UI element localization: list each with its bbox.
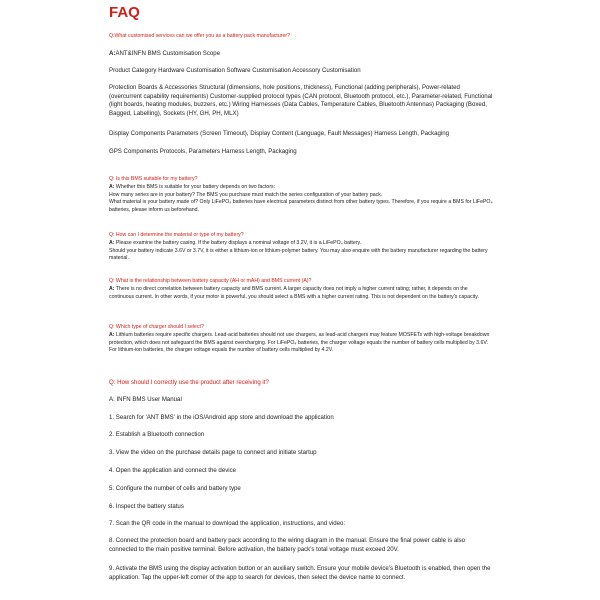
- faq6-step-3: 3. View the video on the purchase details page to connect and initiate startup: [109, 449, 317, 456]
- faq3-line-1-text: Please examine the battery casing. If the battery displays a nominal voltage of 3.2V, it is a LiFePO₄ battery.: [114, 240, 362, 246]
- faq1-question: Q:What customised services can we offer you as a battery pack manufacturer?: [109, 33, 290, 39]
- faq2-line-1-text: Whether this BMS is suitable for your battery depends on two factors:: [114, 184, 276, 190]
- faq6-question: Q: How should I correctly use the product after receiving it?: [109, 379, 269, 386]
- faq2-line-2: How many series are in your battery? The BMS you purchase must match the series configuration of your battery pack.: [109, 191, 383, 198]
- faq1-answer-title-text: ANT&INFN BMS Customisation Scope: [115, 50, 221, 57]
- faq2-question: Q: Is this BMS suitable for my battery?: [109, 176, 198, 182]
- faq6-step-6: 6. Inspect the battery status: [109, 503, 184, 510]
- faq6-step-9: 9. Activate the BMS using the display activation button or an auxiliary switch. Ensure your mobile device's Bluetooth is enabled, then open the application. Tap the upper-left corner of the app to search for devices, then select the device name to connect.: [109, 565, 491, 581]
- faq2-answer-prefix: A:: [109, 184, 115, 190]
- faq5-answer: [109, 332, 494, 355]
- faq2-line-1: [109, 184, 494, 192]
- faq5-answer-prefix: A:: [109, 332, 115, 338]
- page-title: FAQ: [109, 4, 140, 21]
- faq1-answer-prefix: A:: [109, 50, 116, 57]
- faq6-step-4: 4. Open the application and connect the device: [109, 467, 237, 474]
- faq5-question: Q: Which type of charger should I select?: [109, 324, 204, 330]
- faq6-step-5: 5. Configure the number of cells and battery type: [109, 485, 241, 492]
- faq3-question: Q: How can I determine the material or type of my battery?: [109, 232, 244, 238]
- faq3-answer: [109, 240, 494, 263]
- faq6-step-8: 8. Connect the protection board and battery pack according to the wiring diagram in the manual. Ensure the final power cable is also connected to the main positive terminal. Before activation, the battery pack's total voltage must exceed 20V.: [109, 537, 466, 553]
- faq5-answer-text: Lithium batteries require specific chargers. Lead-acid batteries should not use chargers, as lead-acid chargers may feature MOSFETs with high-voltage breakdown protection, which does not safeguard the BMS against overcharging. For LiFePO₄ batteries, the charger voltage equals the number of battery cells multiplied by 3.6V. For lithium-ion batteries, the charger voltage equals the number of battery cells multiplied by 4.2V.: [109, 332, 490, 354]
- faq3-line-1: [109, 240, 494, 248]
- faq6-step-2: 2. Establish a Bluetooth connection: [109, 431, 205, 438]
- faq1-gps: GPS Components Protocols, Parameters Harness Length, Packaging: [109, 148, 297, 155]
- faq1-display: Display Components Parameters (Screen Timeout), Display Content (Language, Fault Messages) Harness Length, Packaging: [109, 130, 450, 137]
- faq2-answer: [109, 184, 494, 214]
- faq3-line-2: Should your battery indicate 3.6V or 3.7V, it is either a lithium-ion or lithium-polymer battery. You may also enquire with the battery manufacturer regarding the battery material.: [109, 247, 488, 262]
- faq3-answer-prefix: A:: [109, 240, 115, 246]
- faq1-categories: Product Category Hardware Customisation Software Customisation Accessory Customisation: [109, 67, 361, 74]
- faq1-hardware: Protection Boards & Accessories Structural (dimensions, hole positions, thickness), Functional (adding peripherals), Power-related (overcurrent capability requirements) Customer-supplied protocol types (CAN protocol, Bluetooth protocol, etc.), Parameter-related, Functional (light boards, heating modules, buzzers, etc.) Wiring Harnesses (Data Cables, Temperature Cables, Bluetooth Antennas) Packaging (Boxed, Bagged, Labelling), Sockets (HY, GH, PH, MLX): [109, 84, 493, 117]
- faq6-step-7: 7. Scan the QR code in the manual to download the application, instructions, and video:: [109, 520, 346, 527]
- faq2-line-3: What material is your battery made of? Only LiFePO₄ batteries have electrical parameters distinct from other battery types. Therefore, if you require a BMS for LiFePO₄ batteries, please inform us beforehand.: [109, 199, 493, 213]
- faq6-step-1: 1. Search for 'ANT BMS' in the iOS/Android app store and download the application: [109, 414, 334, 421]
- faq4-answer: [109, 286, 494, 301]
- faq4-answer-text: There is no direct correlation between battery capacity and BMS current. A larger capacity does not imply a higher current rating; rather, it depends on the continuous current. In other words, if your motor is powerful, you should select a BMS with a higher current rating. This is not dependent on the battery's capacity.: [109, 286, 479, 300]
- faq1-answer-title: [109, 50, 494, 59]
- faq4-answer-prefix: A:: [109, 286, 115, 292]
- faq6-manual-title: A: INFN BMS User Manual: [109, 396, 182, 403]
- faq4-question: Q: What is the relationship between battery capacity (AH or mAH) and BMS current (A)?: [109, 278, 312, 284]
